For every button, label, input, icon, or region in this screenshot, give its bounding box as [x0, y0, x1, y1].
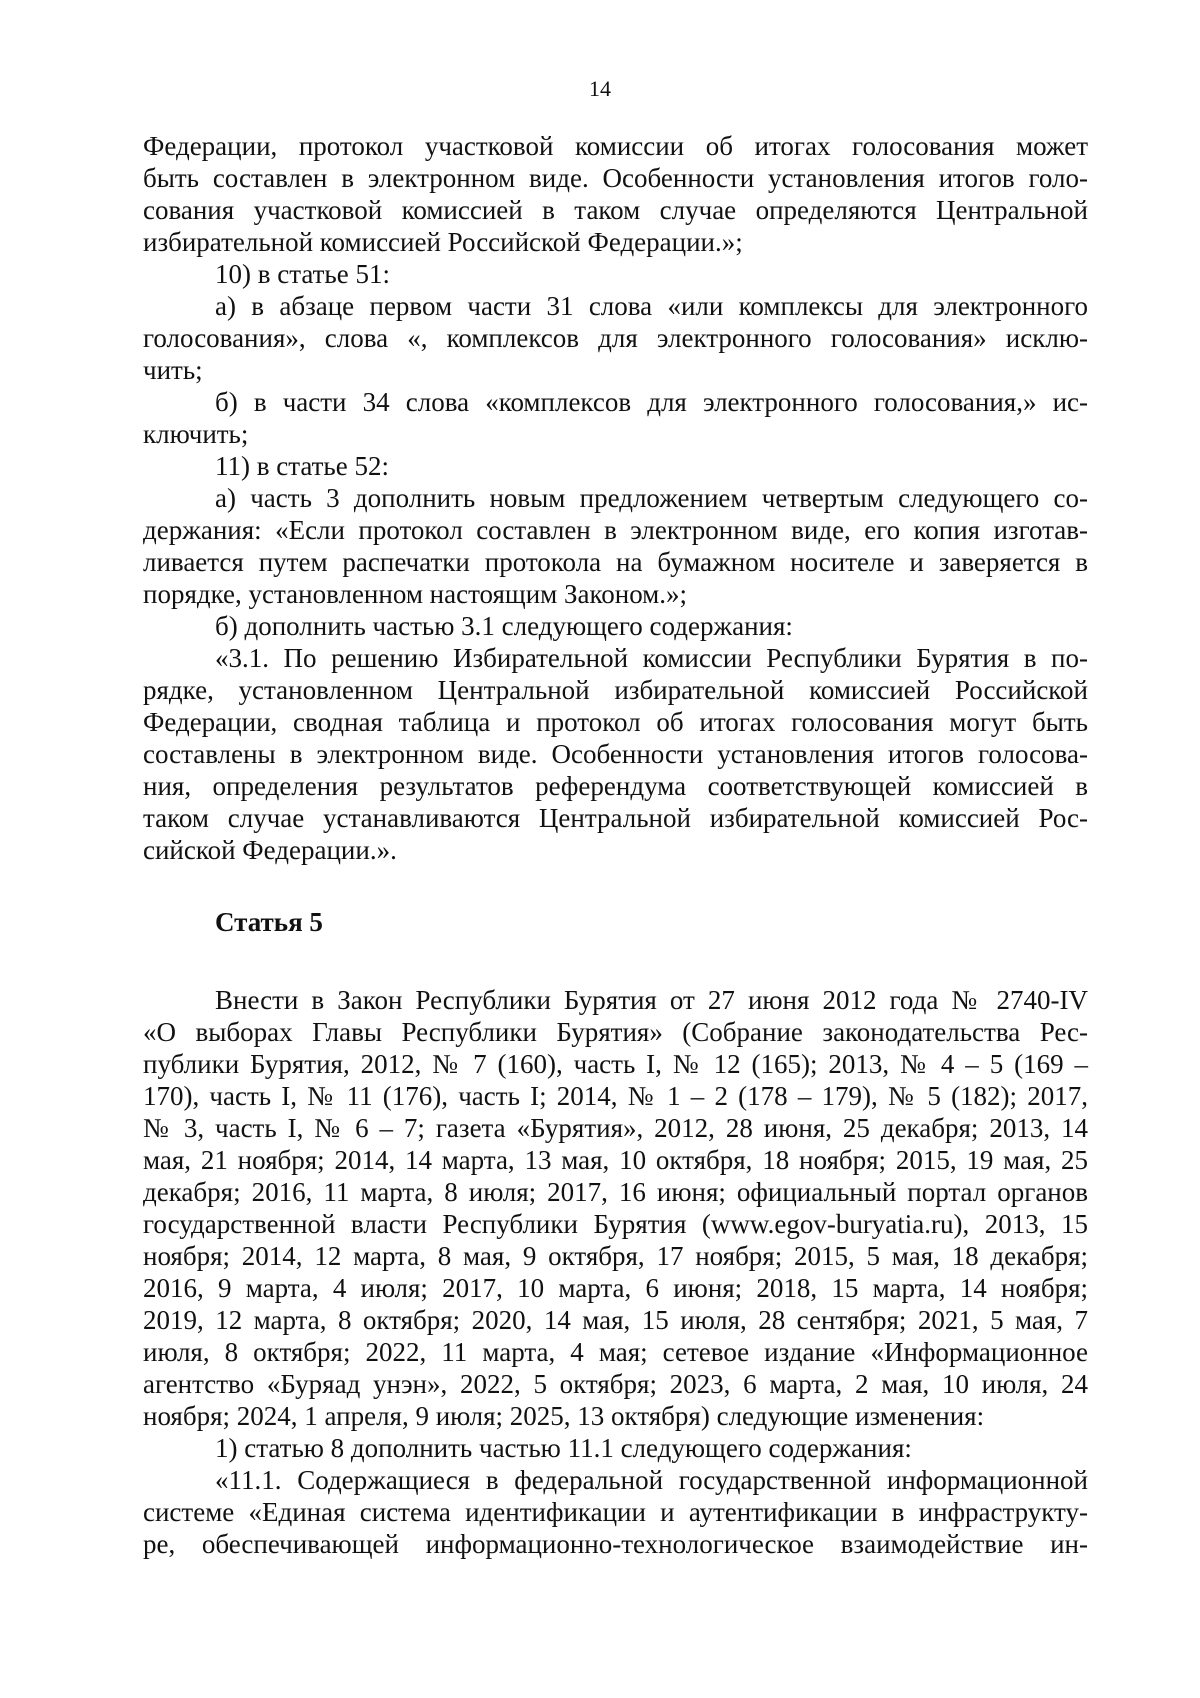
- text-line: 10) в статье 51:: [215, 259, 390, 289]
- text-line: мая, 21 ноября; 2014, 14 марта, 13 мая, 10 октября, 18 ноября; 2015, 19 мая, 25: [143, 1145, 1088, 1175]
- article-5-block: [143, 984, 1088, 1560]
- text-line: декабря; 2016, 11 марта, 8 июля; 2017, 16 июня; официальный портал органов: [143, 1177, 1088, 1207]
- text-line: б) в части 34 слова «комплексов для электронного голосования,» ис-: [215, 387, 1088, 417]
- text-line: ноября; 2014, 12 марта, 8 мая, 9 октября, 17 ноября; 2015, 5 мая, 18 декабря;: [143, 1241, 1088, 1271]
- document-body: [143, 130, 1088, 1560]
- text-line: 2019, 12 марта, 8 октября; 2020, 14 мая, 15 июля, 28 сентября; 2021, 5 мая, 7: [143, 1305, 1088, 1335]
- text-line: чить;: [143, 355, 203, 385]
- text-line: «О выборах Главы Республики Бурятия» (Собрание законодательства Рес-: [143, 1017, 1088, 1047]
- text-line: Федерации, протокол участковой комиссии об итогах голосования может: [143, 131, 1088, 161]
- text-line: сийской Федерации.».: [143, 835, 397, 865]
- text-line: государственной власти Республики Бурятия (www.egov-buryatia.ru), 2013, 15: [143, 1209, 1088, 1239]
- text-line: сования участковой комиссией в таком случае определяются Центральной: [143, 195, 1088, 225]
- text-line: ре, обеспечивающей информационно-технологическое взаимодействие ин-: [143, 1529, 1088, 1559]
- text-line: «11.1. Содержащиеся в федеральной государственной информационной: [215, 1465, 1088, 1495]
- page-number: 14: [589, 76, 611, 101]
- text-line: № 3, часть I, № 6 – 7; газета «Бурятия», 2012, 28 июня, 25 декабря; 2013, 14: [143, 1113, 1088, 1143]
- text-line: 170), часть I, № 11 (176), часть I; 2014, № 1 – 2 (178 – 179), № 5 (182); 2017,: [143, 1081, 1088, 1111]
- text-line: голосования», слова «, комплексов для электронного голосования» исклю-: [143, 323, 1088, 353]
- text-line: ливается путем распечатки протокола на бумажном носителе и заверяется в: [143, 547, 1088, 577]
- text-line: порядке, установленном настоящим Законом.»;: [143, 579, 688, 609]
- text-line: держания: «Если протокол составлен в электронном виде, его копия изготав-: [143, 515, 1088, 545]
- text-line: ния, определения результатов референдума соответствующей комиссией в: [143, 771, 1088, 801]
- text-line: 1) статью 8 дополнить частью 11.1 следующего содержания:: [215, 1433, 912, 1463]
- text-line: июля, 8 октября; 2022, 11 марта, 4 мая; сетевое издание «Информационное: [143, 1337, 1088, 1367]
- text-line: избирательной комиссией Российской Федерации.»;: [143, 227, 743, 257]
- text-line: рядке, установленном Центральной избирательной комиссией Российской: [143, 675, 1088, 705]
- text-line: агентство «Буряад унэн», 2022, 5 октября; 2023, 6 марта, 2 мая, 10 июля, 24: [143, 1369, 1088, 1399]
- text-line: 11) в статье 52:: [215, 451, 389, 481]
- amendments-block: [143, 130, 1088, 866]
- text-line: 2016, 9 марта, 4 июля; 2017, 10 марта, 6 июня; 2018, 15 марта, 14 ноября;: [143, 1273, 1088, 1303]
- text-line: публики Бурятия, 2012, № 7 (160), часть I, № 12 (165); 2013, № 4 – 5 (169 –: [143, 1049, 1088, 1079]
- text-line: «3.1. По решению Избирательной комиссии Республики Бурятия в по-: [215, 643, 1088, 673]
- text-line: Внести в Закон Республики Бурятия от 27 июня 2012 года № 2740-IV: [215, 985, 1088, 1015]
- text-line: Федерации, сводная таблица и протокол об итогах голосования могут быть: [143, 707, 1088, 737]
- text-line: б) дополнить частью 3.1 следующего содержания:: [215, 611, 793, 641]
- text-line: таком случае устанавливаются Центральной избирательной комиссией Рос-: [143, 803, 1088, 833]
- text-line: а) в абзаце первом части 31 слова «или комплексы для электронного: [215, 291, 1088, 321]
- text-line: а) часть 3 дополнить новым предложением четвертым следующего со-: [215, 483, 1088, 513]
- text-line: ключить;: [143, 419, 249, 449]
- article-heading: Статья 5: [215, 907, 323, 937]
- text-line: системе «Единая система идентификации и аутентификации в инфраструкту-: [143, 1497, 1088, 1527]
- text-line: составлены в электронном виде. Особенности установления итогов голосова-: [143, 739, 1088, 769]
- text-line: ноября; 2024, 1 апреля, 9 июля; 2025, 13 октября) следующие изменения:: [143, 1401, 985, 1431]
- text-line: быть составлен в электронном виде. Особенности установления итогов голо-: [143, 163, 1088, 193]
